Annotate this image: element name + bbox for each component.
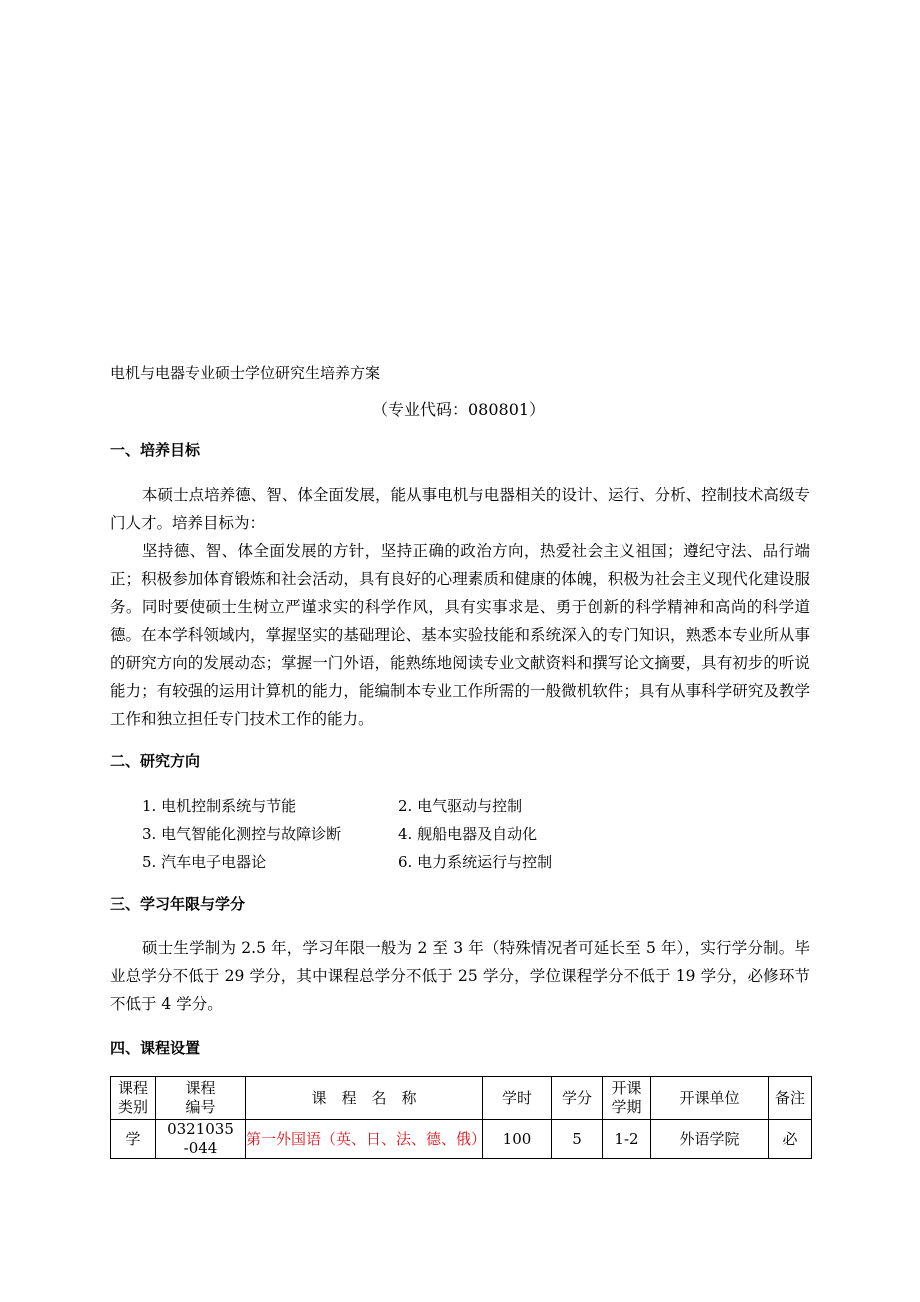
duration-body bbox=[110, 934, 810, 1018]
header-code-line2: 编号 bbox=[185, 1098, 216, 1116]
cell-term: 1-2 bbox=[603, 1120, 651, 1159]
header-hours: 学时 bbox=[483, 1077, 552, 1120]
header-credits: 学分 bbox=[552, 1077, 603, 1120]
direction-item-1: 1. 电机控制系统与节能 bbox=[142, 797, 297, 815]
section-heading-duration: 三、学习年限与学分 bbox=[110, 895, 246, 913]
header-code bbox=[156, 1077, 246, 1120]
header-code-line1: 课程 bbox=[185, 1079, 216, 1097]
header-category-line1: 课程 bbox=[117, 1079, 148, 1097]
cell-code-line1: 0321035 bbox=[167, 1120, 234, 1138]
section-heading-directions: 二、研究方向 bbox=[110, 752, 201, 770]
cell-course-name: 第一外国语（英、日、法、德、俄） bbox=[246, 1120, 483, 1159]
header-name: 课 程 名 称 bbox=[246, 1077, 483, 1120]
cell-hours: 100 bbox=[483, 1120, 552, 1159]
header-category-line2: 类别 bbox=[117, 1098, 148, 1116]
cell-note: 必 bbox=[769, 1120, 812, 1159]
goals-body bbox=[110, 481, 810, 733]
section-heading-goals: 一、培养目标 bbox=[110, 441, 201, 459]
direction-item-4: 4. 舰船电器及自动化 bbox=[398, 825, 538, 843]
document-title: 电机与电器专业硕士学位研究生培养方案 bbox=[110, 364, 381, 382]
direction-item-3: 3. 电气智能化测控与故障诊断 bbox=[142, 825, 342, 843]
direction-item-6: 6. 电力系统运行与控制 bbox=[398, 853, 553, 871]
cell-code-line2: -044 bbox=[183, 1139, 218, 1157]
header-term-line2: 学期 bbox=[611, 1098, 642, 1116]
header-category bbox=[111, 1077, 156, 1120]
document-subtitle: （专业代码：080801） bbox=[372, 400, 546, 419]
cell-category: 学 bbox=[111, 1120, 156, 1159]
goals-paragraph-1: 本硕士点培养德、智、体全面发展，能从事电机与电器相关的设计、运行、分析、控制技术高级专门人才。培养目标为： bbox=[110, 486, 810, 532]
direction-item-2: 2. 电气驱动与控制 bbox=[398, 797, 523, 815]
cell-code bbox=[156, 1120, 246, 1159]
cell-credits: 5 bbox=[552, 1120, 603, 1159]
direction-item-5: 5. 汽车电子电器论 bbox=[142, 853, 267, 871]
section-heading-courses: 四、课程设置 bbox=[110, 1039, 201, 1057]
cell-unit: 外语学院 bbox=[651, 1120, 769, 1159]
header-note: 备注 bbox=[769, 1077, 812, 1120]
table-header-row bbox=[111, 1077, 812, 1120]
header-term-line1: 开课 bbox=[611, 1079, 642, 1097]
table-row bbox=[111, 1120, 812, 1159]
duration-paragraph: 硕士生学制为 2.5 年，学习年限一般为 2 至 3 年（特殊情况者可延长至 5 年），实行学分制。毕业总学分不低于 29 学分，其中课程总学分不低于 25 学分，学位课程学分不低于 19 学分，必修环节不低于 4 学分。 bbox=[110, 939, 810, 1013]
header-unit: 开课单位 bbox=[651, 1077, 769, 1120]
header-term bbox=[603, 1077, 651, 1120]
goals-paragraph-2: 坚持德、智、体全面发展的方针，坚持正确的政治方向，热爱社会主义祖国；遵纪守法、品行端正；积极参加体育锻炼和社会活动，具有良好的心理素质和健康的体魄，积极为社会主义现代化建设服务。同时要使硕士生树立严谨求实的科学作风，具有实事求是、勇于创新的科学精神和高尚的科学道德。在本学科领域内，掌握坚实的基础理论、基本实验技能和系统深入的专门知识，熟悉本专业所从事的研究方向的发展动态；掌握一门外语，能熟练地阅读专业文献资料和撰写论文摘要，具有初步的听说能力；有较强的运用计算机的能力，能编制本专业工作所需的一般微机软件；具有从事科学研究及教学工作和独立担任专门技术工作的能力。 bbox=[110, 542, 810, 728]
course-table bbox=[110, 1076, 812, 1159]
